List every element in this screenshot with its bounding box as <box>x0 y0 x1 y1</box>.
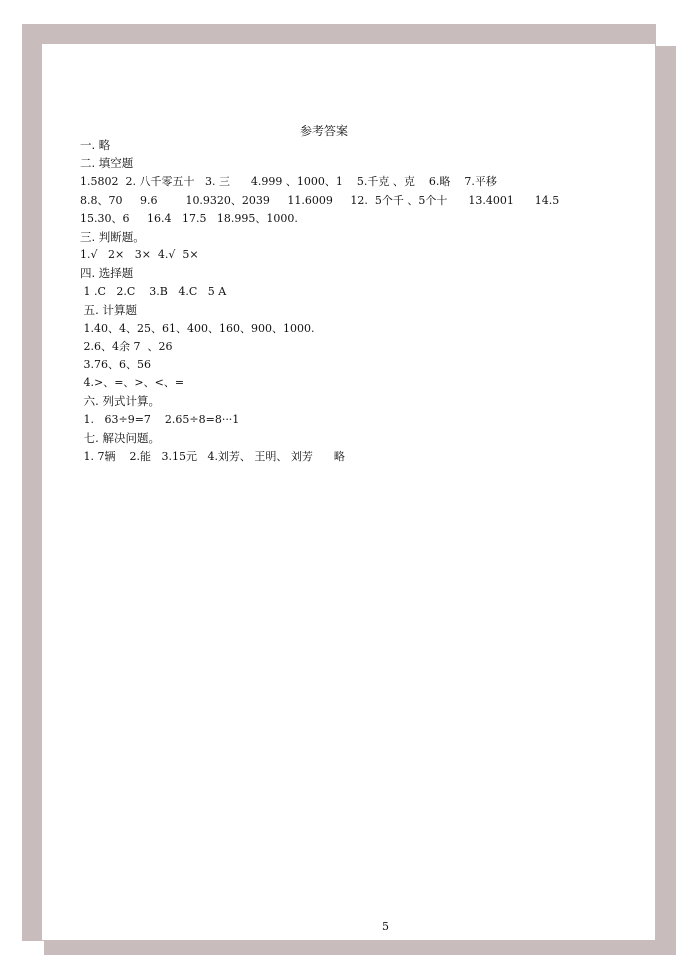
section-1-heading: 一. 略 <box>80 138 111 152</box>
section-4-heading: 四. 选择题 <box>80 266 134 280</box>
calc-line-2: 2.6、4余 7 、26 <box>80 340 173 353</box>
choice-answers: 1 .C 2.C 3.B 4.C 5 A <box>80 285 227 298</box>
document-page <box>42 44 655 940</box>
calc-line-4: 4.>、=、>、<、= <box>80 376 185 389</box>
fill-in-line-1: 1.5802 2. 八千零五十 3. 三 4.999 、1000、1 5.千克 、克 6.略 7.平移 <box>80 175 497 188</box>
calc-line-3: 3.76、6、56 <box>80 358 151 371</box>
section-7-heading: 七. 解决问题。 <box>80 431 160 445</box>
page-number: 5 <box>382 920 389 933</box>
section-5-heading: 五. 计算题 <box>80 303 137 317</box>
equation-answers: 1. 63÷9=7 2.65÷8=8···1 <box>80 413 240 426</box>
page-title: 参考答案 <box>300 124 349 138</box>
section-2-heading: 二. 填空题 <box>80 156 134 170</box>
fill-in-line-2: 8.8、70 9.6 10.9320、2039 11.6009 12. 5个千 、5个十 13.4001 14.5 <box>80 194 560 207</box>
problem-answers: 1. 7辆 2.能 3.15元 4.刘芳、 王明、 刘芳 略 <box>80 450 345 463</box>
fill-in-line-3: 15.30、6 16.4 17.5 18.995、1000. <box>80 212 298 225</box>
section-3-heading: 三. 判断题。 <box>80 230 145 244</box>
calc-line-1: 1.40、4、25、61、400、160、900、1000. <box>80 322 315 335</box>
section-6-heading: 六. 列式计算。 <box>80 394 160 408</box>
true-false-answers: 1.√ 2× 3× 4.√ 5× <box>80 248 199 261</box>
